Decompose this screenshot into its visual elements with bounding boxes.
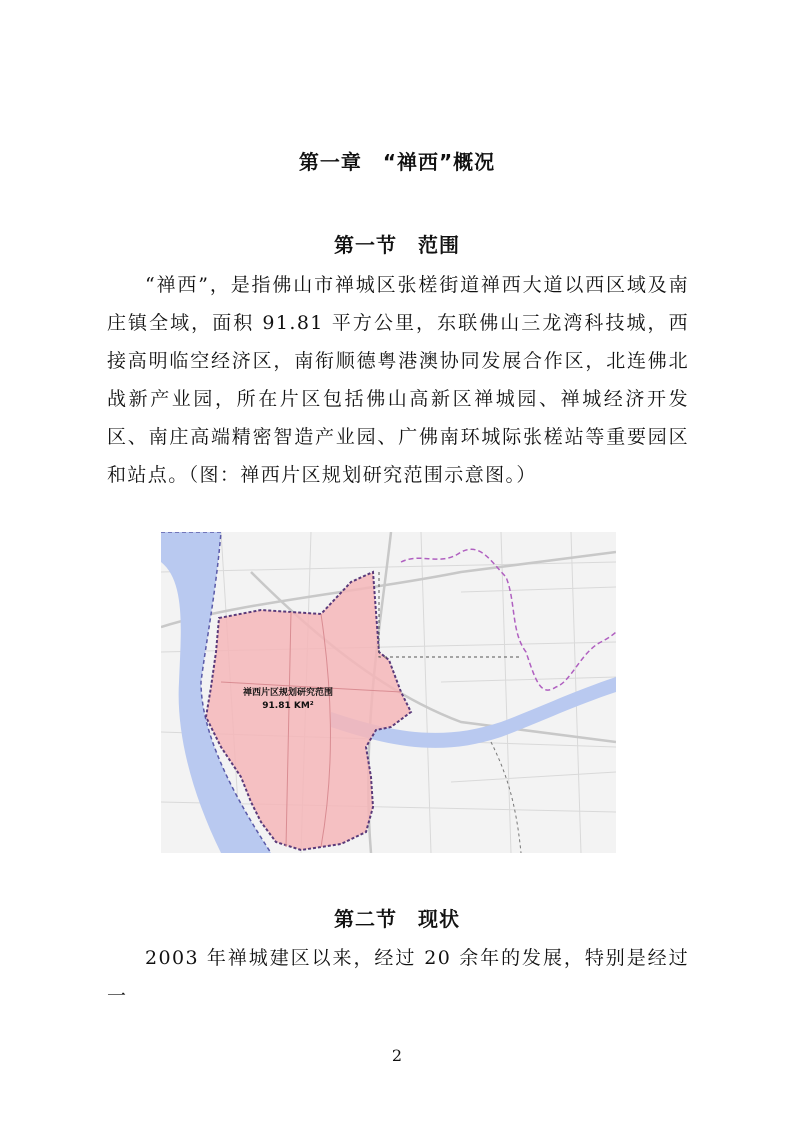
dashed-road [491,742,521,853]
purple-boundary [401,549,616,690]
scope-paragraph: “禅西”，是指佛山市禅城区张槎街道禅西大道以西区域及南庄镇全域，面积 91.81 平方公里，东联佛山三龙湾科技城，西接高明临空经济区，南衔顺德粤港澳协同发展合作区，北连佛北战新产业园，所在片区包括佛山高新区禅城园、禅城经济开发区、南庄高端精密智造产业园、广佛南环城际张槎站等重要园区和站点。（图：禅西片区规划研究范围示意图。） [107,274,689,486]
planning-area-map [161,532,616,853]
map-label-title: 禅西片区规划研究范围 [242,688,333,698]
map-label [223,687,353,713]
page-number: 2 [391,1046,403,1065]
section-title-scope: 第一节 范围 [334,233,460,257]
map-label-area: 91.81 KM² [262,701,314,711]
chapter-title: 第一章 “禅西”概况 [298,150,496,174]
status-paragraph: 2003 年禅城建区以来，经过 20 余年的发展，特别是经过一 [107,947,689,1007]
section-title-status: 第二节 现状 [334,907,460,931]
